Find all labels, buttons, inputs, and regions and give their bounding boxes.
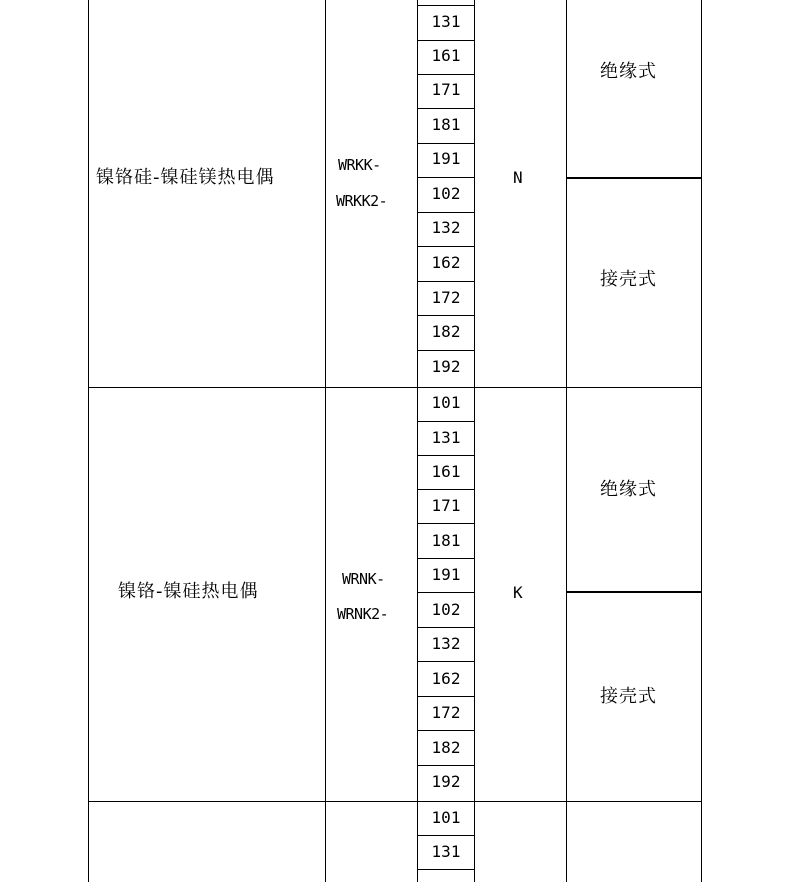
mount-type-divider [566, 591, 702, 593]
code-row-divider [417, 592, 475, 593]
code-row-divider [417, 835, 475, 836]
model-prefix: WRKK2- [336, 192, 388, 210]
section-separator [88, 387, 702, 388]
code-cell: 102 [431, 600, 461, 619]
code-cell: 192 [431, 772, 461, 791]
code-row-divider [417, 212, 475, 213]
code-row-divider [417, 489, 475, 490]
code-cell: 101 [431, 808, 461, 827]
code-cell: 161 [431, 462, 461, 481]
model-prefix: WRKK- [338, 156, 381, 174]
col-divider-model [417, 0, 418, 882]
code-row-divider [417, 74, 475, 75]
code-row-divider [417, 177, 475, 178]
model-prefix: WRNK2- [337, 605, 389, 623]
code-cell: 182 [431, 738, 461, 757]
code-row-divider [417, 558, 475, 559]
graduation-code: N [513, 168, 523, 187]
code-cell: 181 [431, 115, 461, 134]
code-row-divider [417, 696, 475, 697]
code-row-divider [417, 421, 475, 422]
code-cell: 172 [431, 703, 461, 722]
code-row-divider [417, 730, 475, 731]
mount-type: 绝缘式 [600, 479, 657, 500]
code-cell: 132 [431, 634, 461, 653]
code-cell: 182 [431, 322, 461, 341]
mount-type: 接壳式 [600, 269, 657, 290]
code-cell: 162 [431, 669, 461, 688]
code-row-divider [417, 246, 475, 247]
code-cell: 131 [431, 12, 461, 31]
code-cell: 171 [431, 80, 461, 99]
thermocouple-name: 镍铬硅-镍硅镁热电偶 [96, 167, 275, 188]
code-row-divider [417, 350, 475, 351]
code-cell: 102 [431, 184, 461, 203]
code-cell: 131 [431, 428, 461, 447]
code-cell: 101 [431, 393, 461, 412]
code-cell: 191 [431, 565, 461, 584]
code-cell: 162 [431, 253, 461, 272]
model-prefix: WRNK- [342, 570, 385, 588]
code-row-divider [417, 661, 475, 662]
mount-type: 绝缘式 [600, 61, 657, 82]
code-cell: 161 [431, 46, 461, 65]
code-cell: 191 [431, 149, 461, 168]
code-cell: 171 [431, 496, 461, 515]
code-row-divider [417, 143, 475, 144]
table-border-left [88, 0, 89, 882]
code-cell: 131 [431, 842, 461, 861]
mount-type: 接壳式 [600, 686, 657, 707]
table-border-right [701, 0, 702, 882]
code-row-divider [417, 315, 475, 316]
col-divider-grad [566, 0, 567, 882]
code-row-divider [417, 869, 475, 870]
code-row-divider [417, 523, 475, 524]
thermocouple-name: 镍铬-镍硅热电偶 [118, 581, 259, 602]
col-divider-name [325, 0, 326, 882]
code-row-divider [417, 281, 475, 282]
col-divider-code [474, 0, 475, 882]
code-cell: 132 [431, 218, 461, 237]
code-cell: 192 [431, 357, 461, 376]
code-row-divider [417, 5, 475, 6]
code-row-divider [417, 40, 475, 41]
mount-type-divider [566, 177, 702, 179]
code-row-divider [417, 108, 475, 109]
code-cell: 181 [431, 531, 461, 550]
section-separator [88, 801, 702, 802]
code-row-divider [417, 455, 475, 456]
code-row-divider [417, 765, 475, 766]
graduation-code: K [513, 583, 523, 602]
code-cell: 172 [431, 288, 461, 307]
code-row-divider [417, 627, 475, 628]
